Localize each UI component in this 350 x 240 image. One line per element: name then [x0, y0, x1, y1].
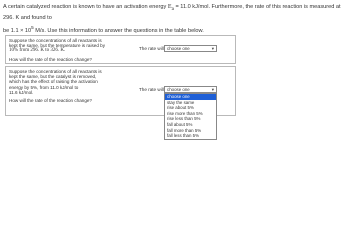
dropdown-option[interactable]: rise about 5%	[167, 105, 194, 111]
chevron-down-icon: ▾	[211, 87, 214, 92]
dropdown-option[interactable]: fall less than 5%	[167, 133, 199, 139]
select-value: choose one	[167, 87, 190, 92]
question-text: How will the rate of the reaction change?	[9, 56, 92, 62]
intro-text: M/s. Use this information to answer the questions in the table below.	[33, 28, 204, 35]
rate-change-select[interactable]	[164, 45, 217, 52]
rate-label: The rate will	[139, 46, 164, 51]
dropdown-option[interactable]: rise less than 5%	[167, 116, 201, 122]
rate-change-dropdown-list	[164, 93, 217, 140]
question-text: How will the rate of the reaction change?	[9, 98, 92, 104]
dropdown-option[interactable]: rise more than 5%	[167, 110, 203, 116]
intro-text: A certain catalyzed reaction is known to have an activation energy	[3, 4, 168, 10]
ea-symbol: $E_a$	[167, 3, 174, 13]
intro-text: be 1.1 × 10	[3, 28, 32, 35]
dropdown-option[interactable]: fall about 5%	[167, 121, 193, 127]
dropdown-option[interactable]: stay the same	[167, 99, 195, 105]
dropdown-option[interactable]: fall more than 5%	[167, 127, 202, 133]
question-prompt: Suppose the concentrations of all reactants is kept the same, but the temperature is raised by 10% from 296. K to 326. K. How will the rate of the reaction change?	[9, 38, 133, 62]
rate-label: The rate will	[139, 87, 164, 92]
rate-change-select[interactable]	[164, 86, 217, 93]
intro-text: = 11.0 kJ/mol. Furthermore, the rate of this reaction is measured at 296. K and found to	[3, 4, 341, 22]
question-row-temperature	[5, 35, 236, 64]
question-row-catalyst	[5, 66, 236, 139]
problem-statement	[3, 2, 348, 36]
question-prompt: Suppose the concentrations of all reactants is kept the same, but the catalyst is removed, which has the effect of raising the activation energy by 5%, from 11.0 kJ/mol to 11.6 kJ/mol. How will the rate of the reaction change?	[9, 69, 133, 103]
dropdown-option[interactable]: choose one	[165, 94, 216, 100]
exponent: 5	[31, 25, 34, 31]
select-value: choose one	[167, 46, 190, 51]
chevron-down-icon: ▾	[211, 46, 214, 51]
